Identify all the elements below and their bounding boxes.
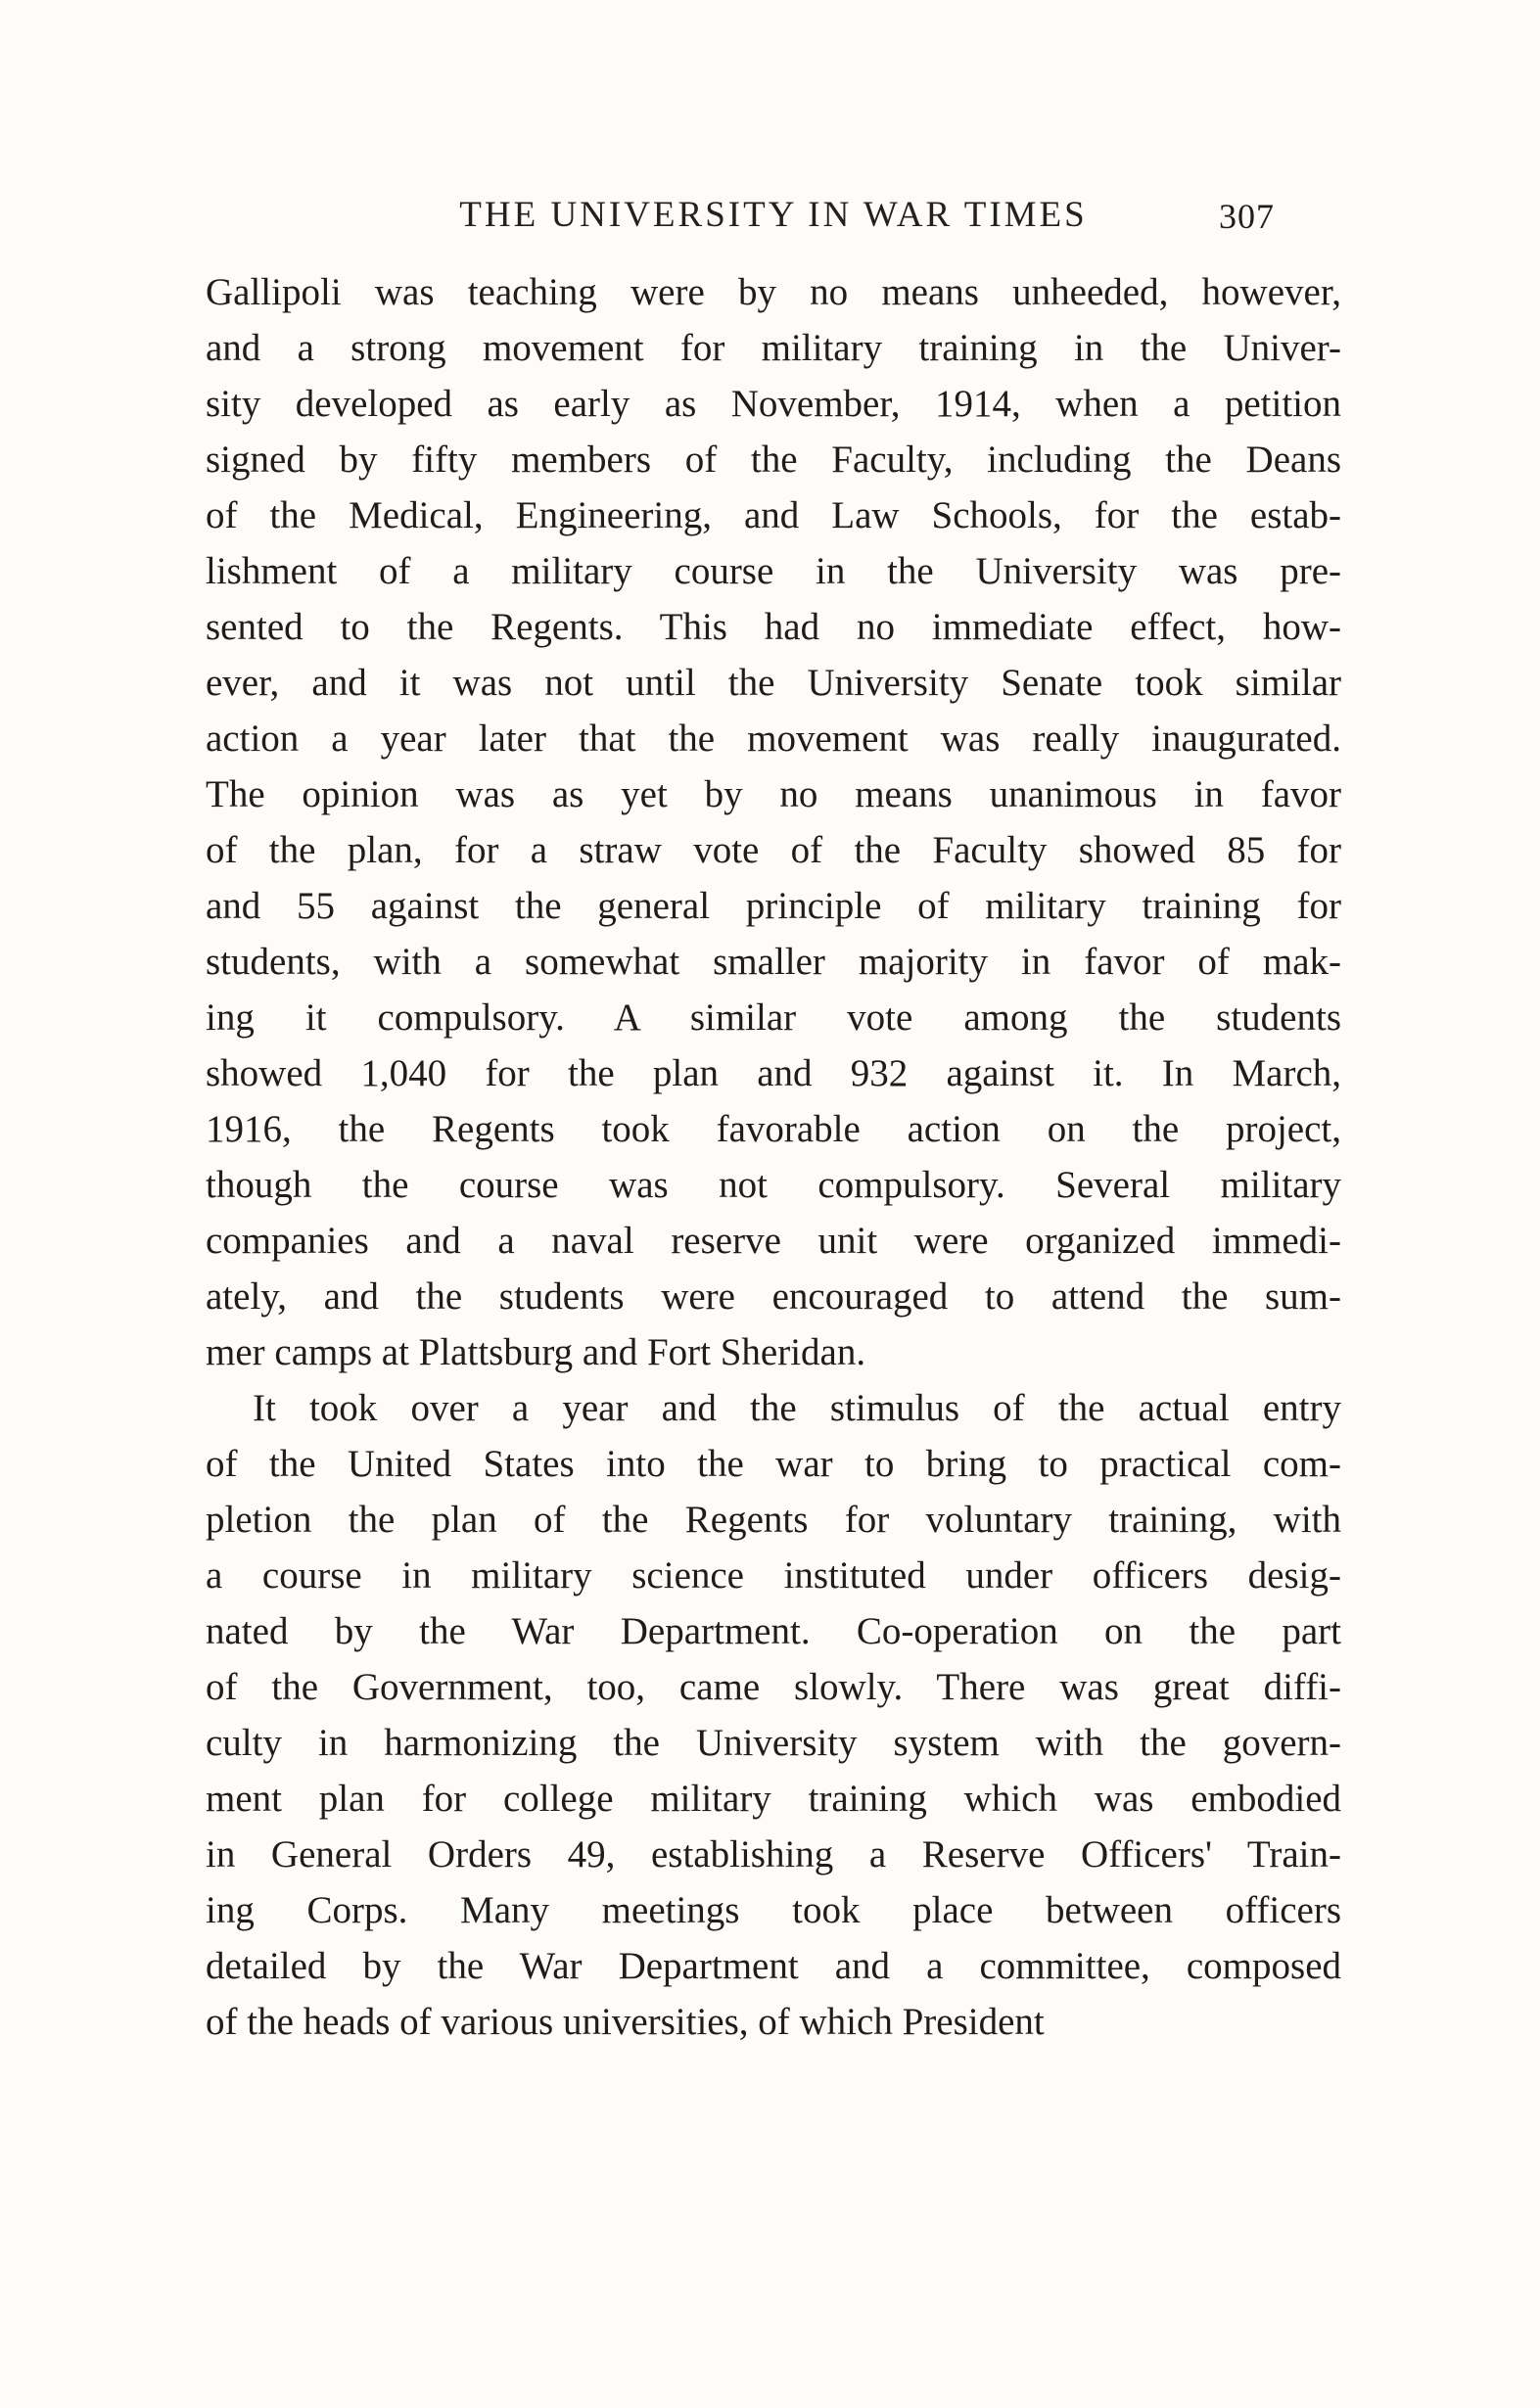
text-line: sented to the Regents. This had no immediate effect, how- bbox=[206, 606, 1341, 648]
text-line: showed 1,040 for the plan and 932 against it. In March, bbox=[206, 1052, 1341, 1094]
text-line: of the heads of various universities, of which President bbox=[206, 2001, 1045, 2043]
text-line: in General Orders 49, establishing a Reserve Officers' Train- bbox=[206, 1833, 1341, 1875]
text-line: ever, and it was not until the University Senate took similar bbox=[206, 662, 1341, 704]
page-header bbox=[206, 194, 1341, 253]
text-line: mer camps at Plattsburg and Fort Sheridan. bbox=[206, 1331, 866, 1373]
text-line: and a strong movement for military training in the Univer- bbox=[206, 327, 1341, 369]
text-line: a course in military science instituted under officers desig- bbox=[206, 1554, 1341, 1597]
text-line: pletion the plan of the Regents for voluntary training, with bbox=[206, 1499, 1341, 1541]
text-line: of the United States into the war to bring to practical com- bbox=[206, 1443, 1341, 1485]
text-line: ately, and the students were encouraged to attend the sum- bbox=[206, 1275, 1341, 1318]
text-line: culty in harmonizing the University system with the govern- bbox=[206, 1722, 1341, 1764]
text-line: ment plan for college military training which was embodied bbox=[206, 1778, 1341, 1820]
page-number: 307 bbox=[1219, 197, 1275, 236]
text-line: detailed by the War Department and a committee, composed bbox=[206, 1945, 1341, 1987]
text-line: action a year later that the movement was really inaugurated. bbox=[206, 718, 1341, 760]
text-line: signed by fifty members of the Faculty, including the Deans bbox=[206, 439, 1341, 481]
text-line: companies and a naval reserve unit were organized immedi- bbox=[206, 1220, 1341, 1262]
paragraph bbox=[206, 1380, 1341, 2050]
text-line: It took over a year and the stimulus of the actual entry bbox=[253, 1387, 1341, 1429]
running-head: THE UNIVERSITY IN WAR TIMES bbox=[459, 195, 1088, 235]
text-line: of the Medical, Engineering, and Law Schools, for the estab- bbox=[206, 494, 1341, 536]
text-line: of the Government, too, came slowly. There was great diffi- bbox=[206, 1666, 1341, 1708]
text-line: lishment of a military course in the University was pre- bbox=[206, 550, 1341, 592]
text-line: Gallipoli was teaching were by no means unheeded, however, bbox=[206, 271, 1341, 313]
text-line: 1916, the Regents took favorable action on the project, bbox=[206, 1108, 1341, 1150]
text-line: and 55 against the general principle of military training for bbox=[206, 885, 1341, 927]
text-line: though the course was not compulsory. Several military bbox=[206, 1164, 1341, 1206]
text-line: ing it compulsory. A similar vote among the students bbox=[206, 996, 1341, 1039]
text-line: of the plan, for a straw vote of the Faculty showed 85 for bbox=[206, 829, 1341, 871]
text-line: ing Corps. Many meetings took place between officers bbox=[206, 1889, 1341, 1931]
paragraph bbox=[206, 264, 1341, 1380]
text-line: The opinion was as yet by no means unanimous in favor bbox=[206, 773, 1341, 815]
text-line: students, with a somewhat smaller majority in favor of mak- bbox=[206, 941, 1341, 983]
text-line: sity developed as early as November, 1914, when a petition bbox=[206, 383, 1341, 425]
page-body bbox=[206, 264, 1341, 2050]
text-line: nated by the War Department. Co-operation on the part bbox=[206, 1610, 1341, 1652]
